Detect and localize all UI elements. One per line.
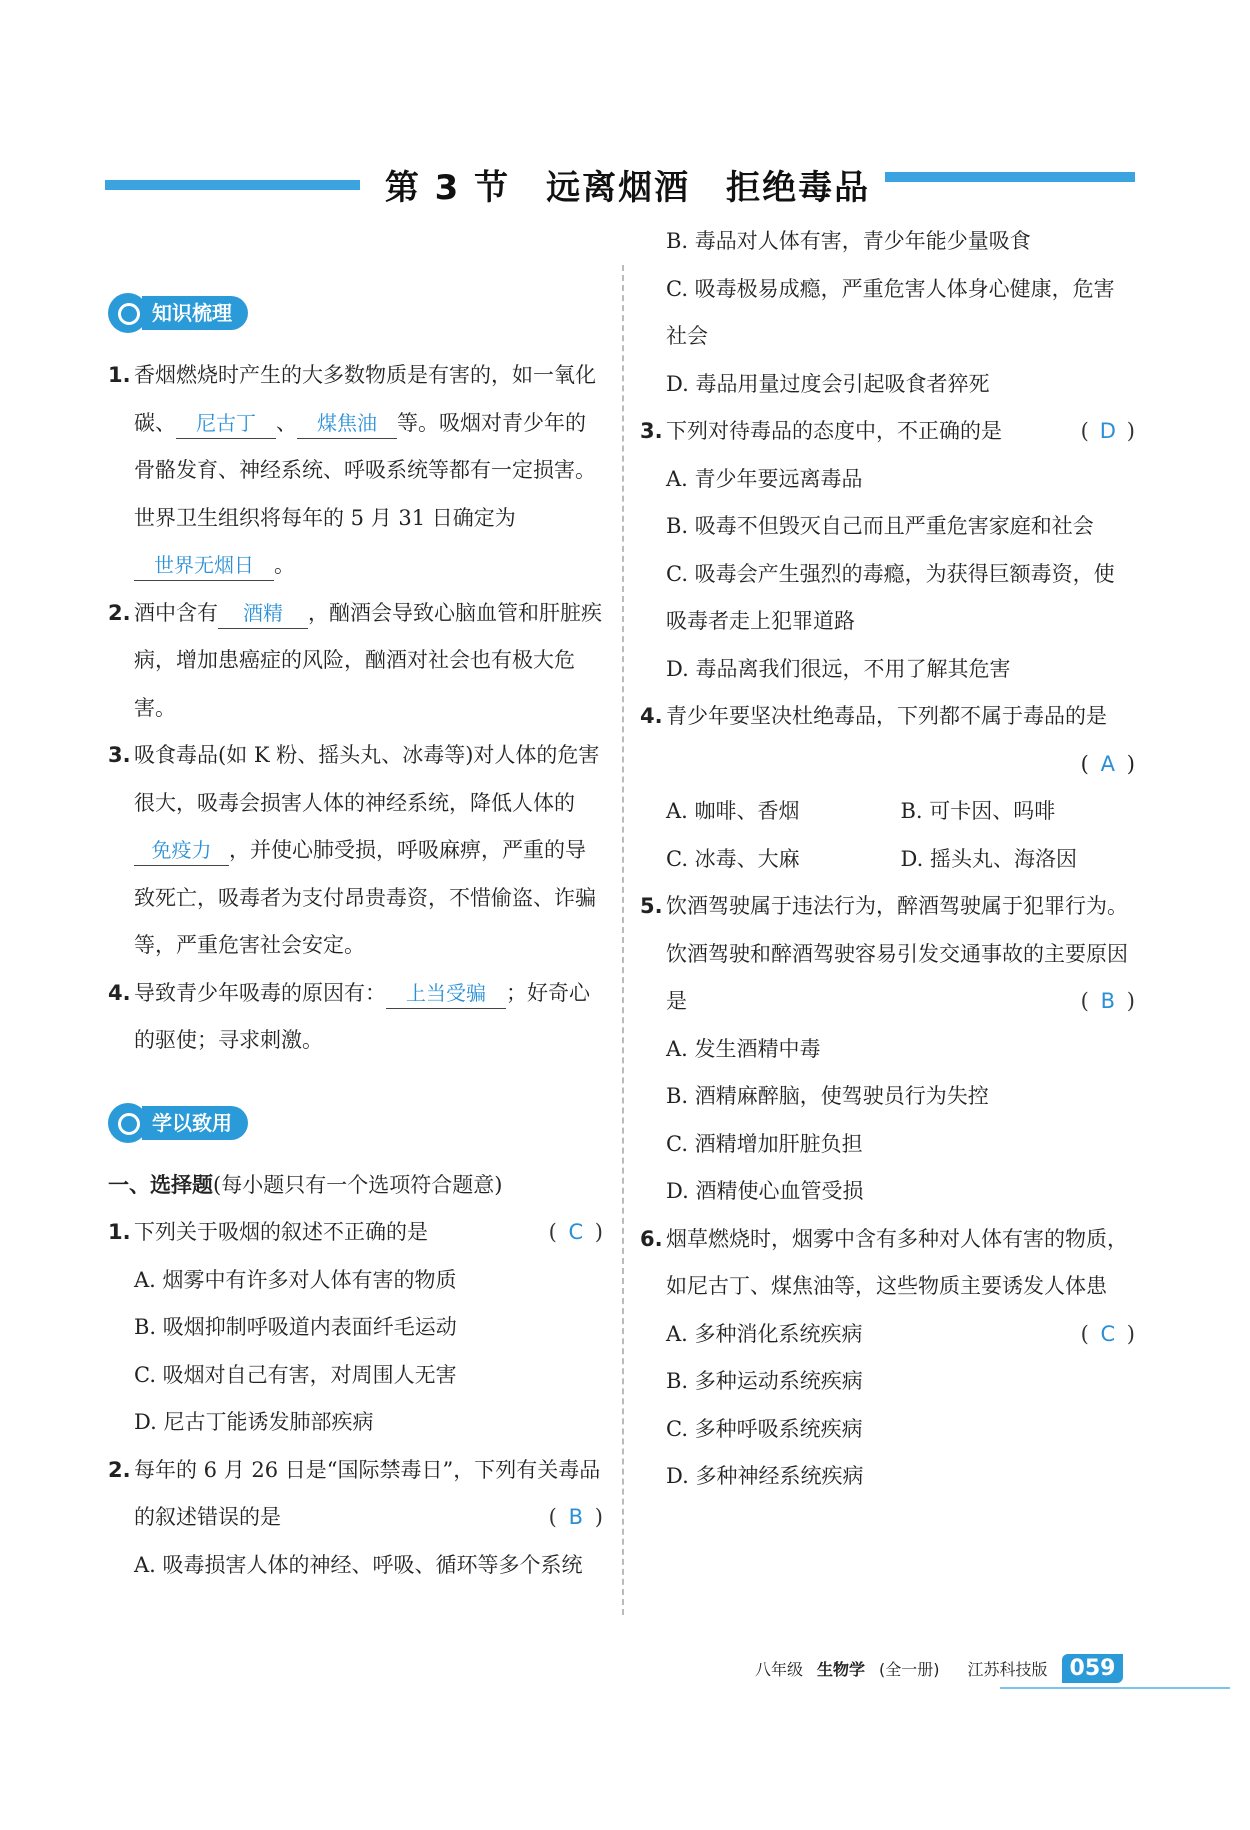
fill-blank-answer: 尼古丁 [176, 408, 276, 439]
answer-letter: C [568, 1220, 584, 1244]
knowledge-item-4 [108, 970, 603, 1065]
option-a: A. 发生酒精中毒 [666, 1036, 821, 1061]
paren-close: ) [1126, 989, 1135, 1013]
question-number: 2. [108, 1457, 131, 1482]
footer-subject [817, 1657, 954, 1680]
knowledge-item-2 [108, 590, 603, 733]
option-b: B. 毒品对人体有害，青少年能少量吸食 [666, 229, 1031, 253]
option-d: D. 毒品用量过度会引起吸食者猝死 [666, 371, 990, 396]
answer-bracket [549, 1494, 603, 1542]
option-c: C. 冰毒、大麻 [666, 846, 800, 871]
option-a: A. 烟雾中有许多对人体有害的物质 [134, 1267, 457, 1292]
footer-grade: 八年级 [755, 1659, 804, 1679]
choice-note: (每小题只有一个选项符合题意) [213, 1172, 503, 1197]
option-a: A. 咖啡、香烟 [666, 799, 800, 823]
paren-open: ( [1080, 751, 1089, 776]
options-grid [640, 788, 1135, 883]
choice-section-header [108, 1162, 603, 1210]
answer-bracket [549, 1209, 603, 1257]
option-a: A. 多种消化系统疾病 [666, 1321, 863, 1346]
option-b: B. 酒精麻醉脑，使驾驶员行为失控 [666, 1084, 989, 1108]
item-text: ，并使心肺受损，呼吸麻痹，严重的导致死亡，吸毒者为支付昂贵毒资，不惜偷盗、诈骗等，严重危害社会安定。 [134, 838, 596, 957]
knowledge-item-3 [108, 732, 603, 970]
option-b: B. 多种运动系统疾病 [666, 1369, 863, 1393]
item-text: 香烟燃烧时产生的大多数物质是有害的，如一氧化碳、 [134, 363, 596, 435]
subject-volume: (全一册) [879, 1659, 940, 1679]
answer-row [666, 741, 1135, 789]
item-number: 2. [108, 600, 131, 625]
fill-blank-answer: 酒精 [218, 598, 308, 629]
fill-blank-answer: 煤焦油 [297, 408, 397, 439]
question-number: 6. [640, 1226, 663, 1251]
item-number: 3. [108, 743, 131, 767]
fill-blank-answer: 世界无烟日 [134, 550, 274, 581]
option-d: D. 尼古丁能诱发肺部疾病 [134, 1410, 374, 1434]
answer-bracket [1081, 978, 1135, 1026]
answer-letter: B [568, 1505, 583, 1529]
right-column [640, 218, 1135, 1501]
option-c: C. 吸毒会产生强烈的毒瘾，为获得巨额毒资，使吸毒者走上犯罪道路 [666, 561, 1115, 633]
item-text: 导致青少年吸毒的原因有： [134, 980, 386, 1005]
section-label: 知识梳理 [142, 296, 248, 330]
title-decoration-right [885, 172, 1135, 182]
paren-open: ( [548, 1220, 557, 1244]
question-3 [640, 408, 1135, 456]
knowledge-icon [108, 293, 148, 333]
apply-icon [108, 1103, 148, 1143]
option-a: A. 吸毒损害人体的神经、呼吸、循环等多个系统 [134, 1552, 583, 1577]
left-column [108, 255, 603, 1589]
question-number: 4. [640, 704, 663, 728]
answer-bracket [1081, 1311, 1135, 1359]
fill-blank-answer: 上当受骗 [386, 978, 506, 1009]
page-number: 059 [1062, 1654, 1124, 1683]
question-number: 3. [640, 419, 663, 443]
answer-letter: A [1100, 751, 1115, 776]
item-text: 、 [276, 410, 297, 435]
option-a: A. 青少年要远离毒品 [666, 466, 863, 491]
choice-header: 一、选择题 [108, 1172, 213, 1197]
option-b: B. 吸毒不但毁灭自己而且严重危害家庭和社会 [666, 514, 1094, 538]
option-b: B. 可卡因、吗啡 [900, 799, 1056, 823]
answer-letter: D [1099, 419, 1116, 443]
question-stem: 下列关于吸烟的叙述不正确的是 [134, 1220, 428, 1244]
option-c: C. 酒精增加肝脏负担 [666, 1131, 863, 1156]
option-d: D. 摇头丸、海洛因 [900, 846, 1077, 871]
column-divider [622, 265, 624, 1615]
answer-letter: C [1100, 1321, 1116, 1346]
item-number: 1. [108, 363, 131, 387]
question-2 [108, 1447, 603, 1542]
option-d: D. 毒品离我们很远，不用了解其危害 [666, 656, 1011, 681]
title-decoration-left [105, 180, 360, 190]
answer-letter: B [1100, 989, 1115, 1013]
knowledge-item-1 [108, 352, 603, 590]
paren-open: ( [1080, 1321, 1089, 1346]
option-c: C. 吸毒极易成瘾，严重危害人体身心健康，危害社会 [666, 276, 1115, 348]
answer-bracket [1081, 408, 1135, 456]
option-c: C. 吸烟对自己有害，对周围人无害 [134, 1362, 457, 1387]
item-text: ；好奇心的驱使；寻求刺激。 [134, 980, 590, 1052]
item-text: 等。吸烟对青少年的骨骼发育、神经系统、呼吸系统等都有一定损害。世界卫生组织将每年的 5 月 31 日确定为 [134, 410, 596, 530]
item-number: 4. [108, 980, 131, 1005]
question-stem: 烟草燃烧时，烟雾中含有多种对人体有害的物质，如尼古丁、煤焦油等，这些物质主要诱发人体患 [666, 1226, 1128, 1298]
item-text: ，酗酒会导致心脑血管和肝脏疾病，增加患癌症的风险，酗酒对社会也有极大危害。 [134, 600, 602, 720]
question-number: 5. [640, 894, 663, 918]
question-stem: 下列对待毒品的态度中，不正确的是 [666, 419, 1002, 443]
section-apply [108, 1100, 603, 1146]
subject-name: 生物学 [817, 1659, 866, 1679]
item-text: 吸食毒品(如 K 粉、摇头丸、冰毒等)对人体的危害很大，吸毒会损害人体的神经系统，降低人体的 [134, 743, 600, 815]
item-text: 酒中含有 [134, 600, 218, 625]
footer-decoration-line [1000, 1687, 1230, 1689]
footer-publisher: 江苏科技版 [967, 1659, 1048, 1679]
section-knowledge [108, 290, 603, 336]
paren-open: ( [1080, 419, 1089, 443]
section-label: 学以致用 [142, 1106, 248, 1140]
paren-close: ) [594, 1505, 603, 1529]
question-1 [108, 1209, 603, 1257]
option-d: D. 酒精使心血管受损 [666, 1179, 864, 1203]
question-number: 1. [108, 1220, 131, 1244]
question-stem: 青少年要坚决杜绝毒品，下列都不属于毒品的是 [666, 704, 1107, 728]
question-5 [640, 883, 1135, 1026]
paren-close: ) [594, 1220, 603, 1244]
item-text: 。 [274, 553, 295, 577]
question-stem: 饮酒驾驶属于违法行为，醉酒驾驶属于犯罪行为。饮酒驾驶和醉酒驾驶容易引发交通事故的主要原因是 [666, 894, 1128, 1013]
option-b: B. 吸烟抑制呼吸道内表面纤毛运动 [134, 1315, 457, 1339]
paren-close: ) [1126, 419, 1135, 443]
option-d: D. 多种神经系统疾病 [666, 1464, 864, 1488]
paren-close: ) [1126, 1321, 1135, 1346]
fill-blank-answer: 免疫力 [134, 835, 229, 866]
page-footer [755, 1648, 1145, 1688]
title-bar [105, 160, 1135, 208]
answer-bracket [1081, 752, 1135, 776]
question-4 [640, 693, 1135, 788]
paren-open: ( [548, 1505, 557, 1529]
question-stem: 每年的 6 月 26 日是“国际禁毒日”，下列有关毒品的叙述错误的是 [134, 1457, 601, 1529]
page-title: 第 3 节 远离烟酒 拒绝毒品 [384, 168, 871, 208]
paren-open: ( [1080, 989, 1089, 1013]
paren-close: ) [1126, 751, 1135, 776]
option-c: C. 多种呼吸系统疾病 [666, 1416, 863, 1441]
